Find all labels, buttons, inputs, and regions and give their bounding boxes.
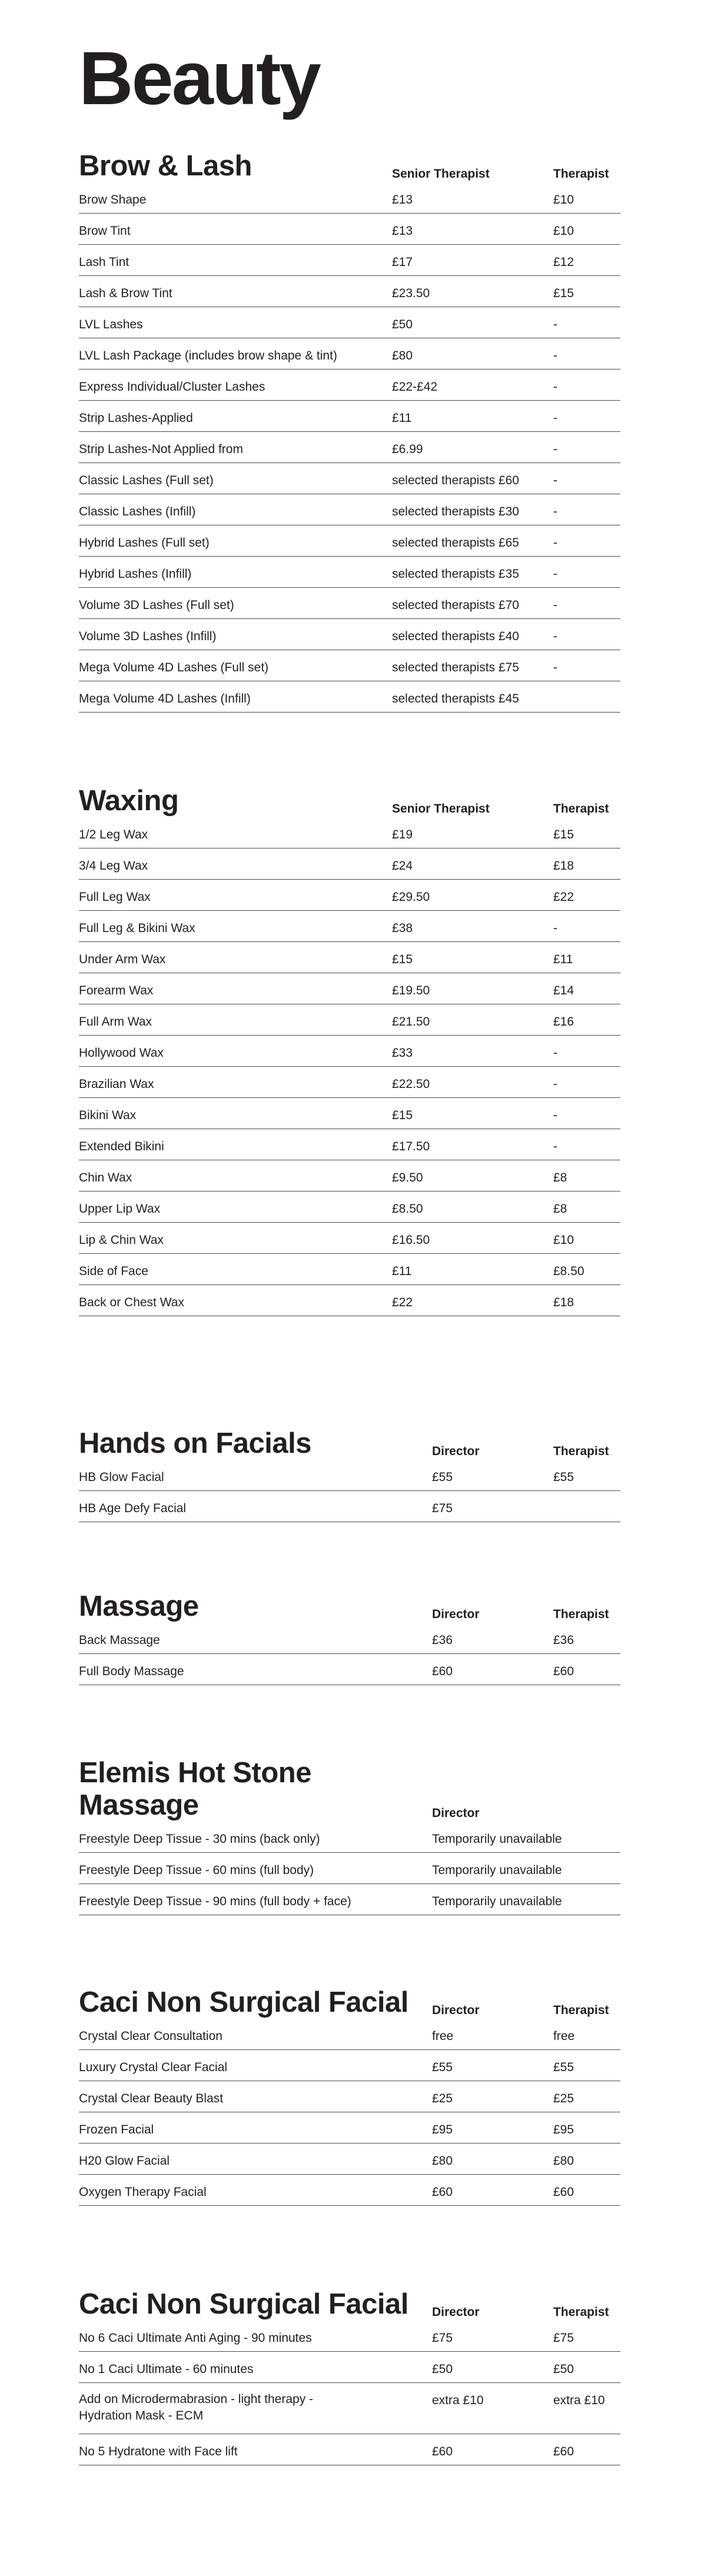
senior-price: £23.50 [392,287,430,300]
director-price: Temporarily unavailable [432,1895,562,1908]
hands-on-facials-section [79,1427,620,1522]
service-name: Crystal Clear Beauty Blast [79,2092,224,2105]
table-row [79,1654,620,1685]
senior-price: selected therapists £45 [392,692,519,705]
therapist-price: £15 [553,828,574,841]
price-list [79,1623,620,1685]
service-name: Hollywood Wax [79,1046,164,1060]
therapist-price: - [553,536,557,550]
caci-facial-section-2 [79,2288,620,2465]
therapist-price: £10 [553,224,574,238]
service-name: Mega Volume 4D Lashes (Infill) [79,692,251,705]
table-row [79,817,620,848]
service-name: Lash Tint [79,255,129,269]
table-row [79,588,620,619]
page-title: Beauty [79,36,320,121]
director-price: £36 [432,1633,453,1647]
therapist-price: £8 [553,1202,567,1216]
waxing-section [79,784,620,1316]
price-list [79,2019,620,2206]
therapist-price: - [553,505,557,518]
service-name: Full Body Massage [79,1665,184,1678]
section-header [79,1427,620,1460]
therapist-price: £22 [553,890,574,904]
column-header-director: Director [432,1607,480,1621]
table-row [79,2434,620,2465]
column-header-therapist: Therapist [553,1607,609,1621]
table-row [79,245,620,276]
therapist-price: - [553,1046,557,1060]
senior-price: £38 [392,921,413,935]
senior-price: £15 [392,953,413,966]
service-name: Strip Lashes-Not Applied from [79,442,243,456]
table-row [79,2019,620,2050]
column-header-director: Director [432,1445,480,1458]
table-row [79,2112,620,2144]
service-name: Under Arm Wax [79,953,166,966]
senior-price: £17.50 [392,1140,430,1153]
table-row [79,2050,620,2081]
senior-price: £15 [392,1109,413,1122]
service-name: LVL Lashes [79,318,143,331]
director-price: £50 [432,2362,453,2376]
service-name: Freestyle Deep Tissue - 30 mins (back only) [79,1832,320,1846]
service-name: Extended Bikini [79,1140,164,1153]
section-header [79,149,620,182]
service-name: Chin Wax [79,1171,132,1184]
table-row [79,1160,620,1192]
table-row [79,2383,620,2434]
senior-price: £80 [392,349,413,362]
director-price: £60 [432,2445,453,2458]
table-row [79,432,620,463]
table-row [79,1884,620,1915]
section-header [79,1752,620,1822]
therapist-price: £8 [553,1171,567,1184]
table-row [79,463,620,494]
service-name: Volume 3D Lashes (Infill) [79,630,217,643]
column-header-therapist: Therapist [553,167,609,181]
therapist-price: £55 [553,2061,574,2074]
section-title-line-1: Elemis Hot Stone [79,1757,311,1789]
column-header-director: Director [432,2003,480,2017]
column-header-therapist: Therapist [553,2305,609,2319]
director-price: £25 [432,2092,453,2105]
service-name: Brow Tint [79,224,131,238]
senior-price: selected therapists £60 [392,474,519,487]
service-name: Full Leg & Bikini Wax [79,921,195,935]
therapist-price: £16 [553,1015,574,1029]
therapist-price: £50 [553,2362,574,2376]
section-title: Massage [79,1590,199,1623]
therapist-price: £10 [553,1233,574,1247]
table-row [79,1491,620,1522]
section-title: Caci Non Surgical Facial [79,1986,408,2019]
therapist-price: - [553,598,557,612]
service-name: Hybrid Lashes (Infill) [79,567,192,581]
director-price: £80 [432,2154,453,2168]
service-name: Classic Lashes (Full set) [79,474,214,487]
senior-price: £22 [392,1296,413,1309]
therapist-price: - [553,349,557,362]
director-price: £95 [432,2123,453,2136]
section-header [79,2288,620,2321]
section-header [79,784,620,817]
service-name: H20 Glow Facial [79,2154,170,2168]
price-list [79,1460,620,1522]
therapist-price: - [553,1140,557,1153]
director-price: £55 [432,1470,453,1484]
table-row [79,1004,620,1036]
service-name: Bikini Wax [79,1109,137,1122]
service-name: Upper Lip Wax [79,1202,161,1216]
senior-price: £50 [392,318,413,331]
service-name: HB Age Defy Facial [79,1502,187,1515]
therapist-price: - [553,630,557,643]
director-price: £60 [432,2185,453,2199]
director-price: Temporarily unavailable [432,1832,562,1846]
therapist-price: £36 [553,1633,574,1647]
table-row [79,1223,620,1254]
senior-price: selected therapists £75 [392,661,519,674]
table-row [79,1036,620,1067]
table-row [79,401,620,432]
section-title [79,1757,311,1822]
service-name: LVL Lash Package (includes brow shape & tint) [79,349,337,362]
therapist-price: £15 [553,287,574,300]
section-header [79,1590,620,1623]
senior-price: selected therapists £40 [392,630,519,643]
therapist-price: £12 [553,255,574,269]
senior-price: £29.50 [392,890,430,904]
table-row [79,681,620,713]
therapist-price: £14 [553,984,574,997]
price-list [79,1822,620,1915]
table-row [79,525,620,557]
massage-section [79,1590,620,1685]
therapist-price: free [553,2029,575,2043]
table-row [79,2081,620,2112]
section-title: Hands on Facials [79,1427,312,1460]
senior-price: £16.50 [392,1233,430,1247]
service-name: Full Arm Wax [79,1015,152,1029]
service-name: Express Individual/Cluster Lashes [79,380,265,394]
senior-price: selected therapists £35 [392,567,519,581]
table-row [79,1098,620,1129]
table-row [79,182,620,214]
senior-price: £13 [392,224,413,238]
table-row [79,942,620,973]
service-name: Side of Face [79,1264,148,1278]
senior-price: £8.50 [392,1202,423,1216]
senior-price: £19.50 [392,984,430,997]
therapist-price: - [553,442,557,456]
service-name: Freestyle Deep Tissue - 60 mins (full body) [79,1863,314,1877]
therapist-price: £8.50 [553,1264,584,1278]
service-name: Frozen Facial [79,2123,154,2136]
senior-price: £11 [392,411,412,425]
table-row [79,973,620,1004]
senior-price: £11 [392,1264,412,1278]
service-name: HB Glow Facial [79,1470,164,1484]
service-name: Add on Microdermabrasion - light therapy - Hydration Mask - ECM [79,2392,314,2423]
director-price: Temporarily unavailable [432,1863,562,1877]
therapist-price: £10 [553,193,574,207]
table-row [79,1623,620,1654]
service-name: Brazilian Wax [79,1077,154,1091]
therapist-price: - [553,411,557,425]
senior-price: £22-£42 [392,380,438,394]
senior-price: selected therapists £70 [392,598,519,612]
table-row [79,1460,620,1491]
section-title: Brow & Lash [79,150,252,182]
section-title: Waxing [79,785,179,817]
director-price: £75 [432,1502,453,1515]
table-row [79,370,620,401]
table-row [79,1285,620,1316]
therapist-price: £60 [553,2445,574,2458]
therapist-price: £75 [553,2331,574,2345]
table-row [79,2352,620,2383]
column-header-therapist: Therapist [553,2003,609,2017]
therapist-price: £95 [553,2123,574,2136]
hot-stone-massage-section [79,1752,620,1915]
table-row [79,2144,620,2175]
service-name: No 1 Caci Ultimate - 60 minutes [79,2362,254,2376]
table-row [79,880,620,911]
table-row [79,214,620,245]
table-row [79,2321,620,2352]
price-list [79,817,620,1316]
service-name: Strip Lashes-Applied [79,411,193,425]
table-row [79,911,620,942]
service-name: 1/2 Leg Wax [79,828,148,841]
senior-price: £33 [392,1046,413,1060]
table-row [79,307,620,338]
service-name: Hybrid Lashes (Full set) [79,536,210,550]
service-name: Lash & Brow Tint [79,287,172,300]
service-name: Volume 3D Lashes (Full set) [79,598,234,612]
table-row [79,2175,620,2206]
therapist-price: £80 [553,2154,574,2168]
service-name: Forearm Wax [79,984,154,997]
therapist-price: £18 [553,1296,574,1309]
table-row [79,1129,620,1160]
service-name: 3/4 Leg Wax [79,859,148,873]
service-name: Luxury Crystal Clear Facial [79,2061,228,2074]
therapist-price: - [553,921,557,935]
senior-price: £17 [392,255,413,269]
table-row [79,619,620,650]
caci-facial-section-1 [79,1986,620,2206]
table-row [79,1853,620,1884]
director-price: £60 [432,1665,453,1678]
director-price: extra £10 [432,2394,484,2407]
therapist-price: £11 [553,953,573,966]
service-name: Back or Chest Wax [79,1296,184,1309]
service-name: Full Leg Wax [79,890,151,904]
director-price: £75 [432,2331,453,2345]
table-row [79,276,620,307]
price-list [79,182,620,713]
column-header-senior-therapist: Senior Therapist [392,802,490,816]
therapist-price: extra £10 [553,2394,605,2407]
column-header-senior-therapist: Senior Therapist [392,167,490,181]
therapist-price: - [553,661,557,674]
service-name: Back Massage [79,1633,160,1647]
service-name: Classic Lashes (Infill) [79,505,196,518]
section-header [79,1986,620,2019]
senior-price: £9.50 [392,1171,423,1184]
service-name: Oxygen Therapy Facial [79,2185,207,2199]
senior-price: selected therapists £30 [392,505,519,518]
column-header-director: Director [432,2305,480,2319]
senior-price: £24 [392,859,413,873]
brow-lash-section [79,149,620,713]
column-header-therapist: Therapist [553,1445,609,1458]
therapist-price: £18 [553,859,574,873]
therapist-price: - [553,1109,557,1122]
senior-price: £21.50 [392,1015,430,1029]
service-name: Brow Shape [79,193,147,207]
senior-price: £13 [392,193,413,207]
senior-price: £22.50 [392,1077,430,1091]
senior-price: selected therapists £65 [392,536,519,550]
service-name: Freestyle Deep Tissue - 90 mins (full body + face) [79,1895,351,1908]
section-title-line-2: Massage [79,1789,199,1822]
senior-price: £6.99 [392,442,423,456]
therapist-price: £55 [553,1470,574,1484]
column-header-therapist: Therapist [553,802,609,816]
therapist-price: £60 [553,1665,574,1678]
therapist-price: £25 [553,2092,574,2105]
therapist-price: - [553,380,557,394]
table-row [79,650,620,681]
director-price: £55 [432,2061,453,2074]
therapist-price: - [553,567,557,581]
section-title: Caci Non Surgical Facial [79,2288,408,2321]
service-name: No 5 Hydratone with Face lift [79,2445,238,2458]
table-row [79,1254,620,1285]
service-name: Lip & Chin Wax [79,1233,164,1247]
therapist-price: - [553,474,557,487]
service-name: No 6 Caci Ultimate Anti Aging - 90 minutes [79,2331,312,2345]
table-row [79,494,620,525]
table-row [79,1192,620,1223]
table-row [79,1822,620,1853]
table-row [79,557,620,588]
table-row [79,848,620,880]
column-header-director: Director [432,1806,480,1820]
table-row [79,338,620,370]
table-row [79,1067,620,1098]
therapist-price: - [553,318,557,331]
senior-price: £19 [392,828,413,841]
service-name: Mega Volume 4D Lashes (Full set) [79,661,269,674]
therapist-price: £60 [553,2185,574,2199]
director-price: free [432,2029,454,2043]
therapist-price: - [553,1077,557,1091]
price-list [79,2321,620,2465]
service-name: Crystal Clear Consultation [79,2029,222,2043]
